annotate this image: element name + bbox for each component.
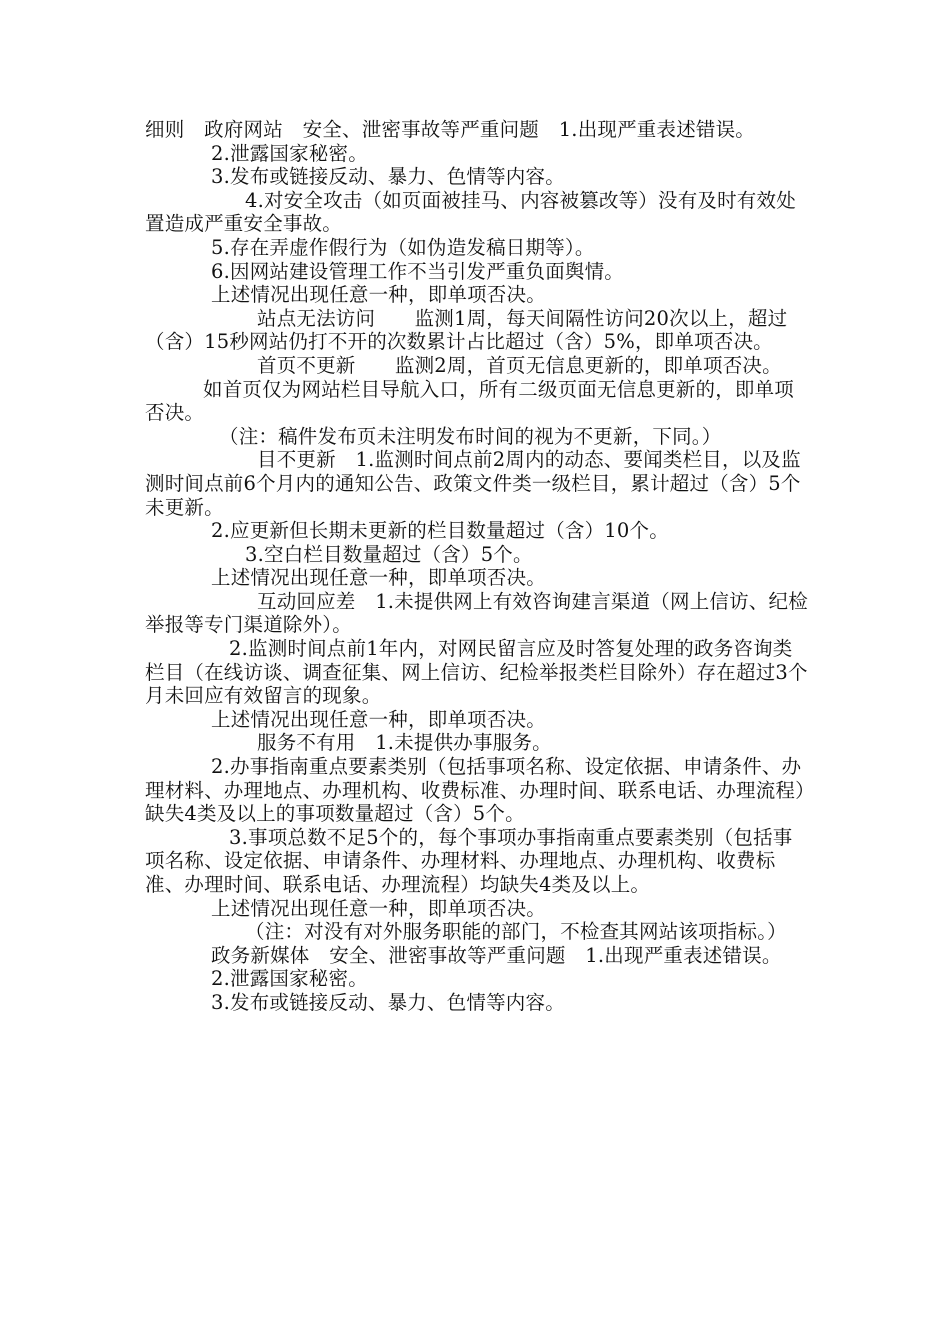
paragraph: 上述情况出现任意一种，即单项否决。 [211, 566, 546, 590]
paragraph: 上述情况出现任意一种，即单项否决。 [211, 283, 546, 307]
paragraph: 首页不更新 监测2周，首页无信息更新的，即单项否决。 [257, 353, 782, 377]
paragraph: 6.因网站建设管理工作不当引发严重负面舆情。 [211, 259, 625, 283]
paragraph: 2.应更新但长期未更新的栏目数量超过（含）10个。 [211, 519, 669, 543]
paragraph: 站点无法访问 监测1周，每天间隔性访问20次以上，超过（含）15秒网站仍打不开的次数累计占比超过（含）5%，即单项否决。 [145, 306, 788, 354]
paragraph: 3.事项总数不足5个的，每个事项办事指南重点要素类别（包括事项名称、设定依据、申请条件、办理材料、办理地点、办理机构、收费标准、办理时间、联系电话、办理流程）均缺失4类及以上。 [145, 825, 793, 896]
paragraph: 上述情况出现任意一种，即单项否决。 [211, 896, 546, 920]
paragraph: 互动回应差 1.未提供网上有效咨询建言渠道（网上信访、纪检举报等专门渠道除外）。 [145, 589, 808, 637]
paragraph: 上述情况出现任意一种，即单项否决。 [211, 707, 546, 731]
paragraph: 2.办事指南重点要素类别（包括事项名称、设定依据、申请条件、办理材料、办理地点、办理机构、收费标准、办理时间、联系电话、办理流程）缺失4类及以上的事项数量超过（含）5个。 [145, 755, 806, 826]
paragraph: （注：对没有对外服务职能的部门，不检查其网站该项指标。） [245, 920, 787, 944]
paragraph: 3.发布或链接反动、暴力、色情等内容。 [211, 165, 565, 189]
paragraph: 2.泄露国家秘密。 [211, 967, 368, 991]
paragraph: 4.对安全攻击（如页面被挂马、内容被篡改等）没有及时有效处置造成严重安全事故。 [145, 188, 796, 236]
paragraph: 服务不有用 1.未提供办事服务。 [257, 731, 552, 755]
paragraph: （注：稿件发布页未注明发布时间的视为不更新，下同。） [219, 424, 722, 448]
paragraph: 5.存在弄虚作假行为（如伪造发稿日期等）。 [211, 235, 595, 259]
paragraph: 3.空白栏目数量超过（含）5个。 [245, 542, 533, 566]
paragraph: 2.泄露国家秘密。 [211, 141, 368, 165]
paragraph: 细则 政府网站 安全、泄密事故等严重问题 1.出现严重表述错误。 [145, 118, 756, 141]
paragraph: 目不更新 1.监测时间点前2周内的动态、要闻类栏目，以及监测时间点前6个月内的通知公告、政策文件类一级栏目，累计超过（含）5个未更新。 [145, 448, 801, 519]
paragraph: 2.监测时间点前1年内，对网民留言应及时答复处理的政务咨询类栏目（在线访谈、调查征集、网上信访、纪检举报类栏目除外）存在超过3个月未回应有效留言的现象。 [145, 637, 808, 708]
paragraph: 政务新媒体 安全、泄密事故等严重问题 1.出现严重表述错误。 [211, 943, 782, 967]
document-body [145, 118, 810, 1015]
paragraph: 如首页仅为网站栏目导航入口，所有二级页面无信息更新的，即单项否决。 [145, 377, 795, 425]
paragraph: 3.发布或链接反动、暴力、色情等内容。 [211, 990, 565, 1014]
